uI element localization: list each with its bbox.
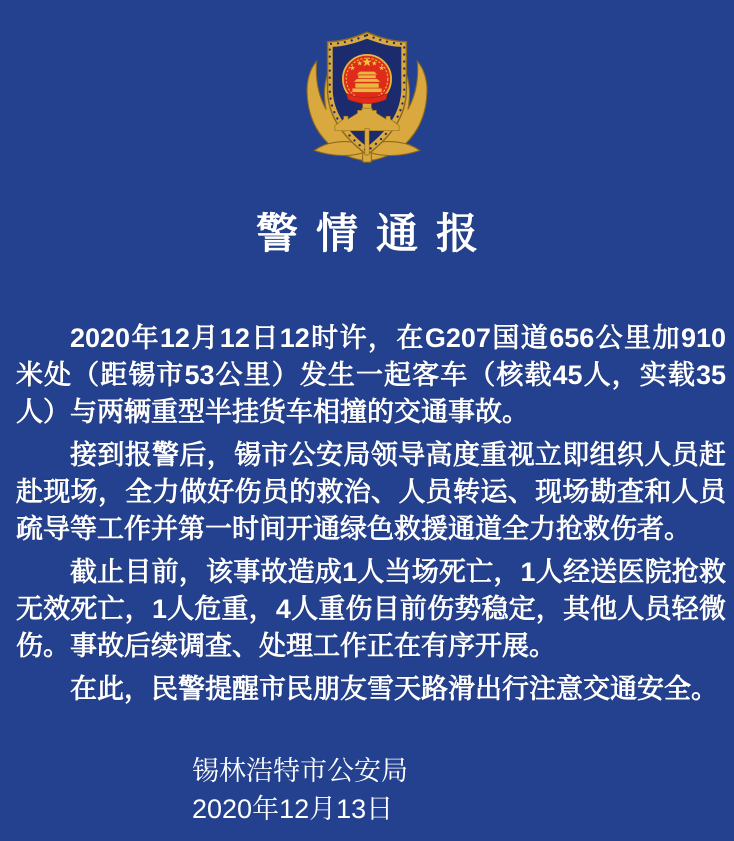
signature-agency: 锡林浩特市公安局: [192, 756, 408, 786]
signature-block: [0, 752, 734, 828]
notice-paragraph-3: 截止目前，该事故造成1人当场死亡，1人经送医院抢救无效死亡，1人危重，4人重伤目前伤势稳定，其他人员轻微伤。事故后续调查、处理工作正在有序开展。: [16, 557, 726, 661]
police-badge-icon: [293, 22, 441, 168]
national-emblem-disc: [343, 55, 391, 104]
notice-paragraph-1: 2020年12月12日12时许，在G207国道656公里加910米处（距锡市53公里）发生一起客车（核载45人，实载35人）与两辆重型半挂货车相撞的交通事故。: [16, 323, 726, 427]
signature-date: 2020年12月13日: [192, 794, 394, 824]
notice-body: [0, 320, 734, 708]
emblem-container: [0, 0, 734, 168]
notice-title: 警情通报: [255, 210, 496, 257]
notice-paragraph-2: 接到报警后，锡市公安局领导高度重视立即组织人员赶赴现场，全力做好伤员的救治、人员转运、现场勘查和人员疏导等工作并第一时间开通绿色救援通道全力抢救伤者。: [16, 440, 726, 544]
notice-paragraph-4: 在此，民警提醒市民朋友雪天路滑出行注意交通安全。: [70, 674, 718, 704]
